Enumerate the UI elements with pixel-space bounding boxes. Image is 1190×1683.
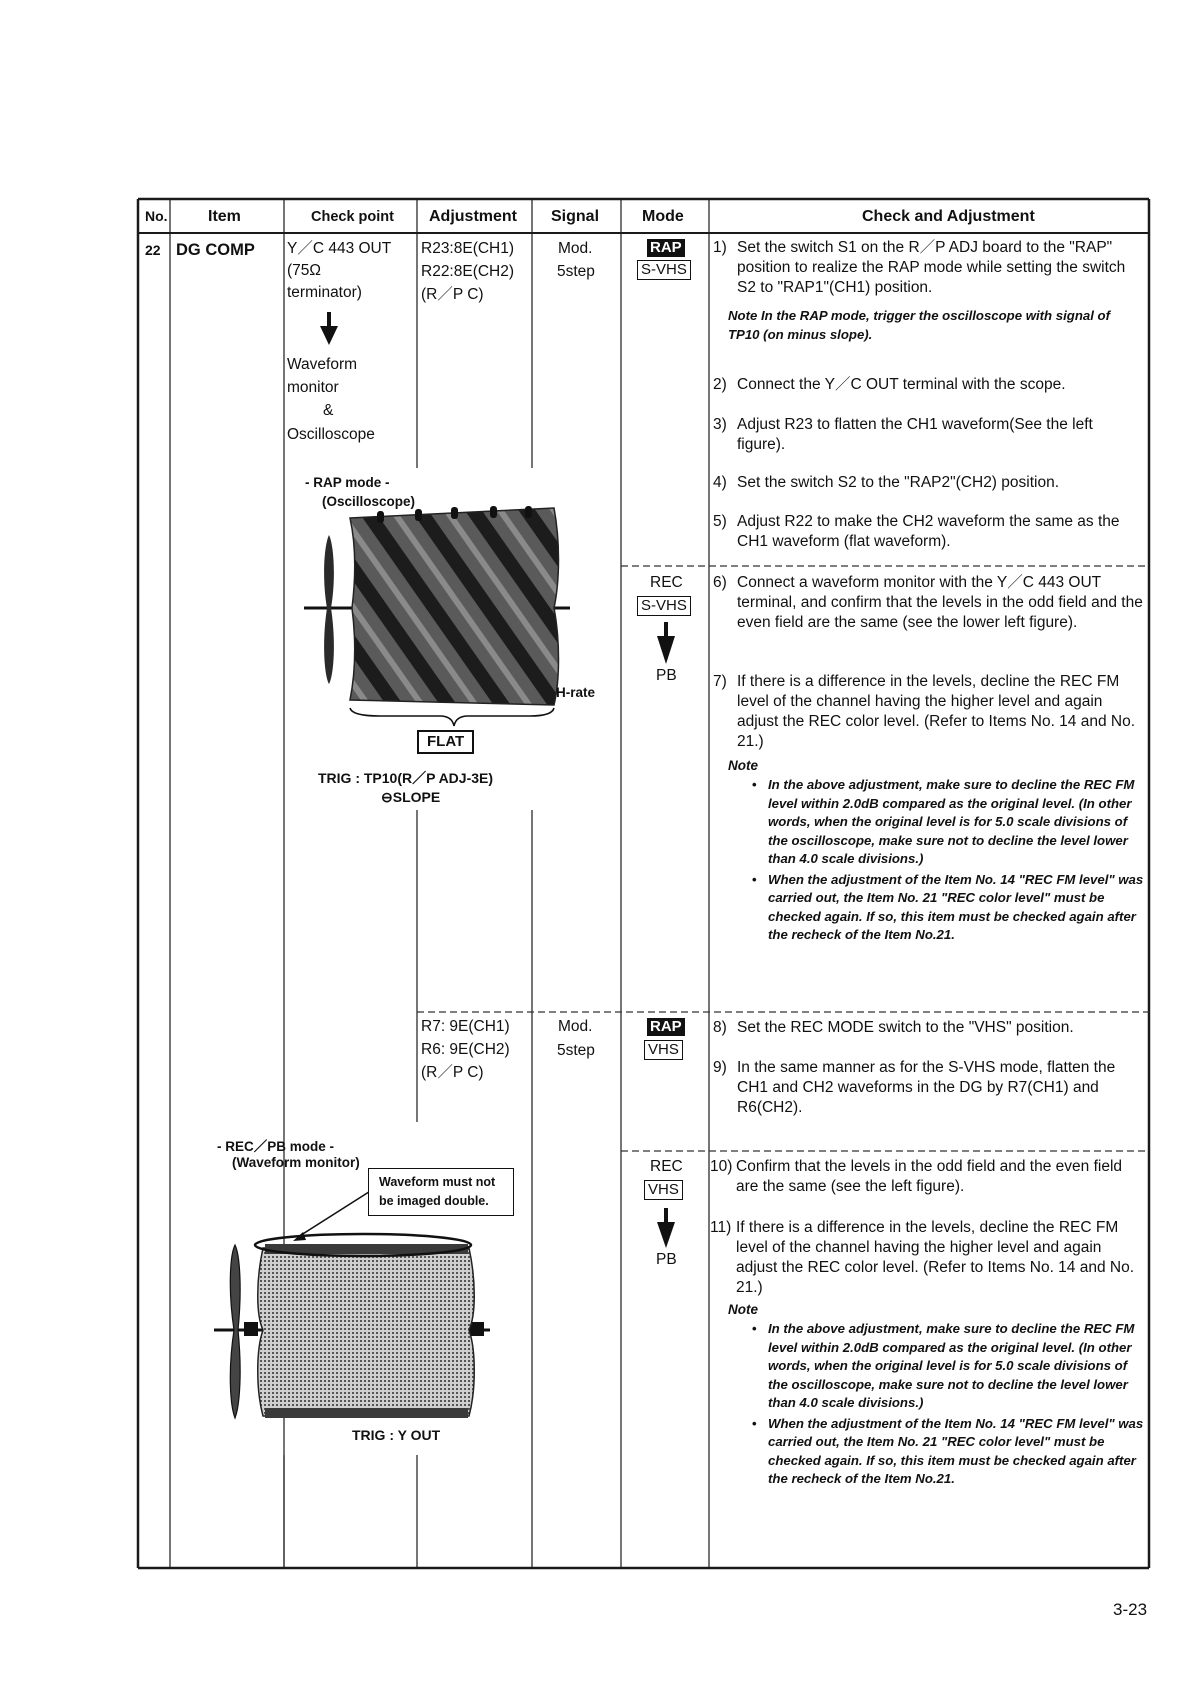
step-6: 6) Connect a waveform monitor with the Y／C 443 OUT terminal, and confirm that the levels in the odd field and the even field are the same (see the lower left figure).	[713, 574, 1143, 631]
header-adjustment: Adjustment	[429, 208, 517, 225]
figure-title: - REC／PB mode -	[217, 1139, 335, 1154]
figure-title: - RAP mode -	[305, 475, 390, 490]
item-name: DG COMP	[176, 241, 255, 259]
check-point-line: Y／C 443 OUT	[287, 240, 392, 257]
step-5: 5) Adjust R22 to make the CH2 waveform the same as the CH1 waveform (flat waveform).	[713, 513, 1120, 550]
note-bullet: • In the above adjustment, make sure to decline the REC FM level within 2.0dB compared as the original level. (In other words, when the original level is for 5.0 scale divisions of the oscilloscope, make sure not to decline the level lower than 4.0 scale divisions.)	[752, 1320, 1144, 1413]
header-check-point: Check point	[311, 209, 394, 225]
note-heading: Note	[728, 758, 758, 773]
mode-vhs-label: VHS	[644, 1180, 683, 1200]
callout-line: be imaged double.	[379, 1194, 489, 1208]
row-number: 22	[145, 242, 161, 258]
signal-line: 5step	[557, 263, 595, 280]
step-9: 9) In the same manner as for the S-VHS mode, flatten the CH1 and CH2 waveforms in the DG by R7(CH1) and R6(CH2).	[713, 1059, 1116, 1116]
down-arrow-icon	[657, 622, 675, 664]
step-7: 7) If there is a difference in the levels, decline the REC FM level of the channel having the higher level and again adjust the REC color level. (Refer to Items No. 14 and No. 21.)	[713, 673, 1136, 750]
header-check-adjust: Check and Adjustment	[862, 208, 1035, 225]
oscilloscope-waveform-figure	[304, 506, 570, 726]
check-point-line: monitor	[287, 379, 339, 396]
adjustment-line: R7: 9E(CH1)	[421, 1018, 510, 1035]
header-item: Item	[208, 208, 241, 225]
callout-box	[368, 1168, 514, 1216]
note-rap-trigger: Note In the RAP mode, trigger the oscilloscope with signal of TP10 (on minus slope).	[728, 308, 1110, 342]
flat-label: FLAT	[417, 730, 474, 754]
slope-label: ⊖SLOPE	[381, 789, 441, 805]
adjustment-line: (R／P C)	[421, 286, 484, 303]
note-bullet: • In the above adjustment, make sure to decline the REC FM level within 2.0dB compared as the original level. (In other words, when the original level is for 5.0 scale divisions of the oscilloscope, make sure not to decline the level lower than 4.0 scale divisions.)	[752, 776, 1144, 869]
step-1: 1) Set the switch S1 on the R／P ADJ board to the "RAP" position to realize the RAP mode while setting the switch S2 to "RAP1"(CH1) position.	[713, 239, 1126, 296]
waveform-monitor-figure	[214, 1190, 490, 1418]
header-signal: Signal	[551, 208, 600, 225]
note-bullet: • When the adjustment of the Item No. 14 "REC FM level" was carried out, the Item No. 21 "REC color level" must be checked again. If so, this item must be checked again after the recheck of the Item No.21.	[752, 1415, 1144, 1489]
adjustment-line: R22:8E(CH2)	[421, 263, 515, 280]
note-bullet: • When the adjustment of the Item No. 14 "REC FM level" was carried out, the Item No. 21 "REC color level" must be checked again. If so, this item must be checked again after the recheck of the Item No.21.	[752, 871, 1144, 945]
down-arrow-icon	[320, 312, 338, 345]
trig-label: TRIG : TP10(R／P ADJ-3E)	[318, 770, 494, 786]
note-bullets	[752, 1320, 1144, 1489]
adjustment-line: R6: 9E(CH2)	[421, 1041, 510, 1058]
signal-line: Mod.	[558, 240, 593, 257]
note-heading: Note	[728, 1302, 758, 1317]
mode-rec-label: REC	[650, 1158, 683, 1175]
adjustment-line: R23:8E(CH1)	[421, 240, 515, 257]
step-2: 2) Connect the Y／C OUT terminal with the scope.	[713, 376, 1066, 393]
check-point-line: Waveform	[287, 356, 358, 373]
trig-label: TRIG : Y OUT	[352, 1427, 441, 1443]
hrate-label: H-rate	[556, 685, 596, 700]
mode-rec-label: REC	[650, 574, 683, 591]
mode-svhs-label: S-VHS	[637, 596, 691, 616]
mode-svhs-label: S-VHS	[637, 260, 691, 280]
header-no: No.	[145, 208, 168, 224]
callout-line: Waveform must not	[379, 1175, 496, 1189]
mode-pb-label: PB	[656, 1251, 677, 1268]
signal-line: 5step	[557, 1042, 595, 1059]
mode-pb-label: PB	[656, 667, 677, 684]
adjustment-line: (R／P C)	[421, 1064, 484, 1081]
step-10: 10) Confirm that the levels in the odd field and the even field are the same (see the left figure).	[710, 1158, 1123, 1195]
note-bullets	[752, 776, 1144, 945]
check-point-line: terminator)	[287, 284, 362, 301]
down-arrow-icon	[657, 1208, 675, 1248]
step-4: 4) Set the switch S2 to the "RAP2"(CH2) position.	[713, 474, 1060, 491]
step-11: 11) If there is a difference in the levels, decline the REC FM level of the channel having the higher level and again adjust the REC color level. (Refer to Items No. 14 and No. 21.)	[710, 1219, 1135, 1296]
mode-vhs-label: VHS	[644, 1040, 683, 1060]
signal-line: Mod.	[558, 1018, 593, 1035]
figure-subtitle: (Oscilloscope)	[322, 494, 416, 509]
header-mode: Mode	[642, 208, 684, 225]
check-point-line: (75Ω	[287, 262, 321, 279]
step-3: 3) Adjust R23 to flatten the CH1 waveform(See the left figure).	[713, 416, 1093, 453]
mode-rap-label: RAP	[647, 1018, 685, 1036]
mode-rap-label: RAP	[647, 239, 685, 257]
check-point-line: Oscilloscope	[287, 426, 375, 443]
step-8: 8) Set the REC MODE switch to the "VHS" position.	[713, 1019, 1074, 1036]
check-point-line: &	[323, 402, 334, 419]
figure-subtitle: (Waveform monitor)	[232, 1155, 360, 1170]
page-number: 3-23	[1113, 1600, 1148, 1619]
